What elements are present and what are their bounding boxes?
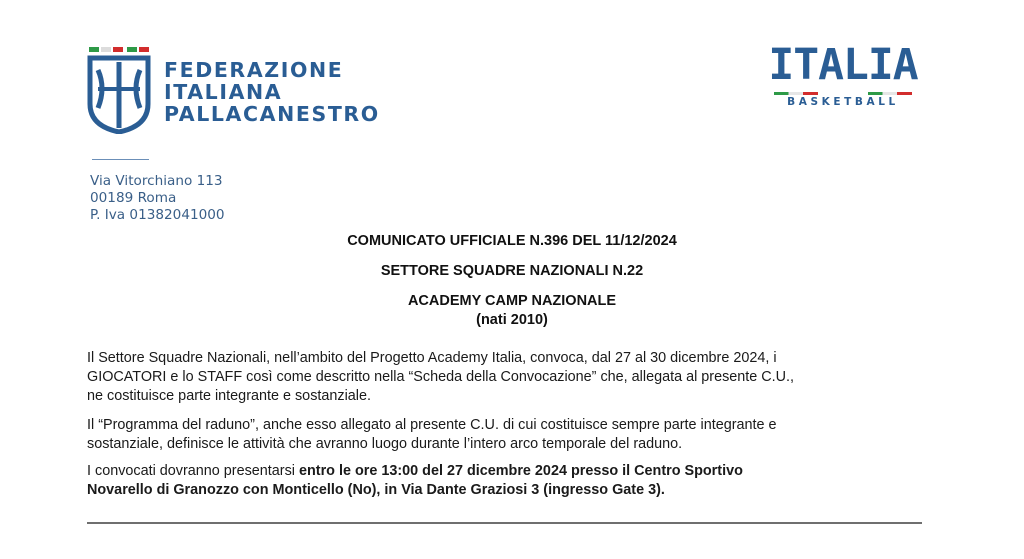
paragraph-line: Novarello di Granozzo con Monticello (No), in Via Dante Graziosi 3 (ingresso Gate 3). bbox=[87, 482, 665, 498]
nati-heading: (nati 2010) bbox=[476, 312, 548, 328]
address-vat: P. Iva 01382041000 bbox=[90, 207, 225, 223]
settore-heading: SETTORE SQUADRE NAZIONALI N.22 bbox=[380, 263, 644, 279]
paragraph-line bbox=[87, 462, 937, 481]
paragraph-line: Il Settore Squadre Nazionali, nell’ambito del Progetto Academy Italia, convoca, dal 27 al 30 dicembre 2024, i bbox=[87, 350, 777, 366]
footer-divider bbox=[87, 522, 922, 524]
fip-name bbox=[164, 59, 380, 125]
paragraph-line: GIOCATORI e lo STAFF così come descritto nella “Scheda della Convocazione” che, allegata al presente C.U., bbox=[87, 369, 795, 385]
italia-wordmark: ITALIA bbox=[768, 40, 918, 90]
fip-name-line-1: FEDERAZIONE bbox=[164, 58, 344, 82]
paragraph-line: sostanziale, definisce le attività che avranno luogo durante l’intero arco temporale del raduno. bbox=[87, 436, 683, 452]
paragraph-plain-text: I convocati dovranno presentarsi bbox=[87, 463, 299, 479]
paragraph-programma bbox=[87, 416, 937, 454]
basketball-wordmark: BASKETBALL bbox=[787, 96, 899, 108]
address-street: Via Vitorchiano 113 bbox=[90, 173, 223, 189]
paragraph-line: ne costituisce parte integrante e sostanziale. bbox=[87, 388, 371, 404]
camp-heading: ACADEMY CAMP NAZIONALE bbox=[407, 293, 617, 309]
address-city: 00189 Roma bbox=[90, 190, 177, 206]
paragraph-convocazione bbox=[87, 349, 937, 406]
comunicato-heading: COMUNICATO UFFICIALE N.396 DEL 11/12/2024 bbox=[347, 233, 677, 249]
paragraph-bold-text: entro le ore 13:00 del 27 dicembre 2024 presso il Centro Sportivo bbox=[298, 463, 743, 479]
italia-basketball-logo bbox=[768, 40, 918, 114]
paragraph-line: Il “Programma del raduno”, anche esso allegato al presente C.U. di cui costituisce sempre parte integrante e bbox=[87, 417, 777, 433]
fip-name-line-2: ITALIANA bbox=[164, 80, 283, 104]
header-divider bbox=[92, 159, 149, 160]
fip-basketball-logo-icon bbox=[86, 44, 152, 134]
fip-name-line-3: PALLACANESTRO bbox=[164, 102, 380, 126]
italian-flag-stripe-icon bbox=[774, 92, 818, 95]
basketball-row bbox=[768, 92, 918, 112]
address-block bbox=[90, 173, 225, 224]
paragraph-presentazione bbox=[87, 462, 937, 500]
italian-flag-stripe-icon bbox=[868, 92, 912, 95]
